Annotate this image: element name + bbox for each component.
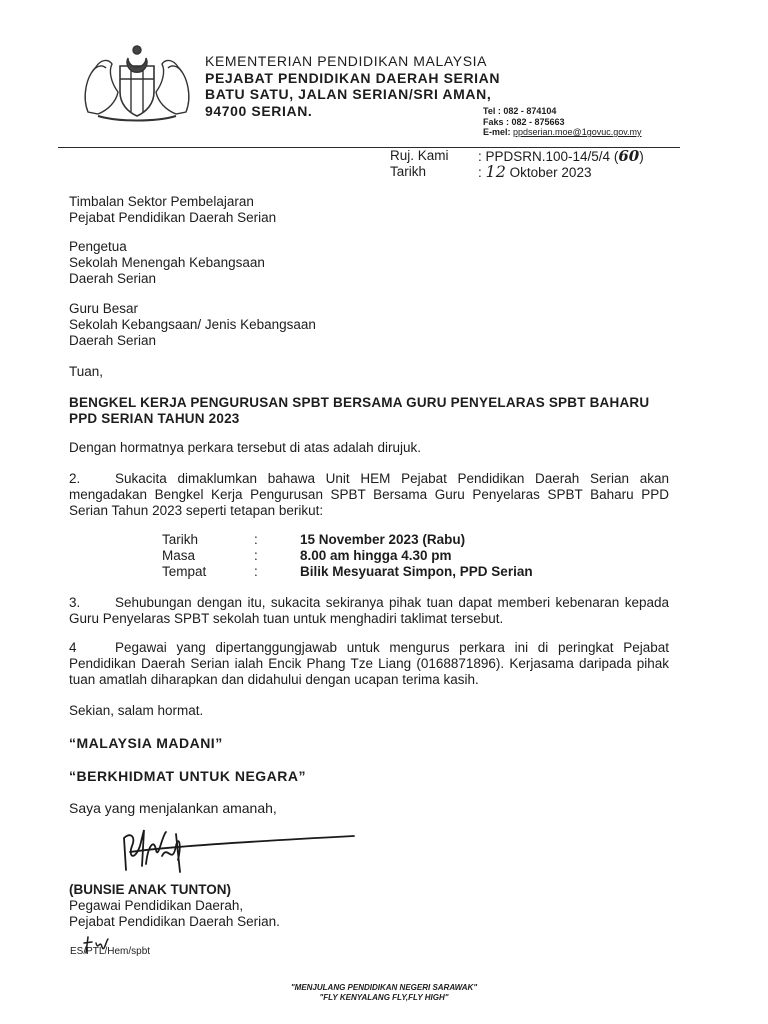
recipient-block-1 [69, 194, 276, 226]
subject-line-1: BENGKEL KERJA PENGURUSAN SPBT BERSAMA GURU PENYELARAS SPBT BAHARU [69, 395, 650, 410]
handwritten-signature-icon [118, 826, 358, 882]
fax-number: Faks : 082 - 875663 [483, 117, 565, 127]
reference-label: Ruj. Kami [390, 148, 449, 163]
recipient-line: Daerah Serian [69, 333, 157, 348]
malaysia-coat-of-arms-icon [78, 42, 196, 122]
recipient-line: Guru Besar [69, 301, 139, 316]
date-handwritten-day: 12 [485, 162, 506, 181]
address-line-2: 94700 SERIAN. [205, 103, 313, 119]
signatory-name: (BUNSIE ANAK TUNTON) [69, 882, 231, 897]
paragraph-4 [69, 640, 669, 688]
recipient-line: Sekolah Kebangsaan/ Jenis Kebangsaan [69, 317, 316, 332]
footer-slogan-1: "MENJULANG PENDIDIKAN NEGERI SARAWAK" [290, 983, 478, 992]
detail-separator: : [254, 532, 258, 547]
motto-berkhidmat: “BERKHIDMAT UNTUK NEGARA” [69, 768, 307, 784]
motto-malaysia-madani: “MALAYSIA MADANI” [69, 735, 223, 751]
paragraph-number: 2. [69, 471, 81, 486]
phone-number: Tel : 082 - 874104 [483, 106, 557, 116]
detail-label-date: Tarikh [162, 532, 199, 547]
salutation: Tuan, [69, 364, 104, 379]
ministry-name: KEMENTERIAN PENDIDIKAN MALAYSIA [205, 53, 488, 69]
reference-handwritten-number: 60 [618, 147, 640, 165]
recipient-block-2 [69, 239, 265, 287]
reference-close-paren: ) [639, 149, 644, 164]
footer-slogan-2: "FLY KENYALANG FLY,FLY HIGH" [319, 993, 449, 1002]
intro-paragraph: Dengan hormatnya perkara tersebut di atas adalah dirujuk. [69, 440, 421, 455]
signatory-position: Pegawai Pendidikan Daerah, [69, 898, 244, 913]
paragraph-text: Sukacita dimaklumkan bahawa Unit HEM Pejabat Pendidikan Daerah Serian akan mengadakan Bengkel Kerja Pengurusan SPBT Bersama Guru Penyelaras SPBT Baharu PPD Serian Tahun 2023 seperti tetapan berikut: [69, 471, 669, 518]
recipient-line: Daerah Serian [69, 271, 157, 286]
paragraph-number: 3. [69, 595, 81, 610]
detail-separator: : [254, 564, 258, 579]
recipient-block-3 [69, 301, 316, 349]
date-month-year: Oktober 2023 [509, 165, 592, 180]
subject-title [69, 395, 649, 427]
reference-number: : PPDSRN.100-14/5/4 ( [478, 149, 619, 164]
email-label: E-mel: [483, 127, 514, 137]
file-reference-initials: ES/PTL/Hem/spbt [70, 946, 151, 957]
paragraph-3 [69, 595, 669, 627]
email-link[interactable]: ppdserian.moe@1govuc.gov.my [513, 127, 642, 137]
date-colon: : [478, 165, 482, 180]
detail-separator: : [254, 548, 258, 563]
recipient-line: Pejabat Pendidikan Daerah Serian [69, 210, 277, 225]
address-line-1: BATU SATU, JALAN SERIAN/SRI AMAN, [205, 86, 492, 102]
signatory-office: Pejabat Pendidikan Daerah Serian. [69, 914, 280, 929]
recipient-line: Timbalan Sektor Pembelajaran [69, 194, 254, 209]
subject-line-2: PPD SERIAN TAHUN 2023 [69, 411, 240, 426]
paragraph-number: 4 [69, 640, 77, 655]
detail-label-venue: Tempat [162, 564, 207, 579]
paragraph-text: Pegawai yang dipertanggungjawab untuk mengurus perkara ini di peringkat Pejabat Pendidikan Daerah Serian ialah Encik Phang Tze Liang (0168871896). Kerjasama daripada pihak tuan amatlah diharapkan dan didahului dengan ucapan terima kasih. [69, 640, 669, 687]
office-name: PEJABAT PENDIDIKAN DAERAH SERIAN [205, 70, 501, 86]
paragraph-text: Sehubungan dengan itu, sukacita sekiranya pihak tuan dapat memberi kebenaran kepada Guru Penyelaras SPBT sekolah tuan untuk menghadiri taklimat tersebut. [69, 595, 669, 626]
date-value [478, 164, 591, 181]
email-line [483, 127, 642, 138]
paragraph-2 [69, 471, 669, 519]
recipient-line: Sekolah Menengah Kebangsaan [69, 255, 265, 270]
date-label: Tarikh [390, 164, 427, 179]
detail-value-time: 8.00 am hingga 4.30 pm [300, 548, 452, 563]
detail-value-date: 15 November 2023 (Rabu) [300, 532, 466, 547]
recipient-line: Pengetua [69, 239, 127, 254]
closing-regards: Sekian, salam hormat. [69, 703, 204, 718]
trust-line: Saya yang menjalankan amanah, [69, 800, 277, 816]
detail-label-time: Masa [162, 548, 196, 563]
detail-value-venue: Bilik Mesyuarat Simpon, PPD Serian [300, 564, 533, 579]
